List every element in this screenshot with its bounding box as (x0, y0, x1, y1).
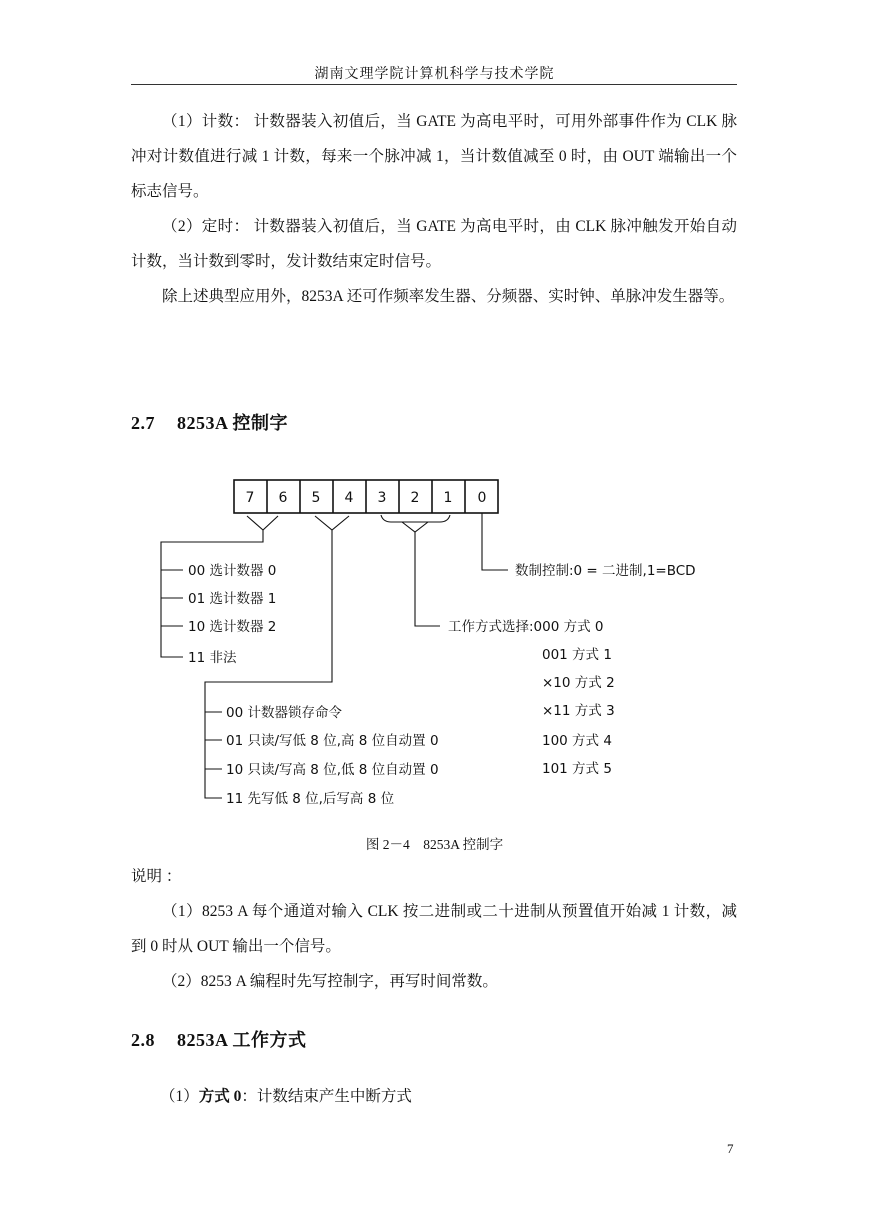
bit-3-label: 3 (377, 490, 387, 506)
counter-select-11: 11 非法 (188, 650, 237, 666)
page-header: 湖南文理学院计算机科学与技术学院 (314, 67, 555, 82)
notes-heading: 说明 ： (131, 868, 182, 885)
page-number: 7 (727, 1141, 734, 1156)
mode-select-label: 工作方式选择:000 方式 0 (448, 619, 604, 635)
counter-select-00: 00 选计数器 0 (188, 563, 277, 579)
mode-0-name: 方式 0 (198, 1088, 242, 1105)
paragraph-other-uses: 除上述典型应用外，8253A 还可作频率发生器、分频器、实时钟、单脉冲发生器等。 (162, 288, 735, 305)
section-title: 8253A 工作方式 (177, 1030, 307, 1050)
note-2: （2）8253 A 编程时先写控制字，再写时间常数。 (162, 973, 498, 990)
mode-bracket (381, 515, 450, 522)
note-1: （1）8253 A 每个通道对输入 CLK 按二进制或二十进制从预置值开始减 1 计数，减到 0 时从 OUT 输出一个信号。 (131, 903, 737, 955)
mode-4-label: 100 方式 4 (542, 733, 612, 749)
bit-5-label: 5 (311, 490, 321, 506)
sc-bracket (247, 516, 278, 530)
rw-mode-10: 10 只读/写高 8 位,低 8 位自动置 0 (226, 762, 439, 778)
mode-3-label: ×11 方式 3 (542, 703, 615, 719)
bit-7-label: 7 (245, 490, 255, 506)
figure-caption: 图 2－4 8253A 控制字 (365, 837, 504, 852)
mode-1-label: 001 方式 1 (542, 647, 612, 663)
rw-mode-01: 01 只读/写低 8 位,高 8 位自动置 0 (226, 733, 439, 749)
section-number: 2.7 (131, 413, 155, 433)
mode-0-line (160, 1079, 740, 1114)
rw-mode-00: 00 计数器锁存命令 (226, 705, 342, 721)
section-title: 8253A 控制字 (177, 413, 289, 433)
bcd-label: 数制控制:0 = 二进制,1=BCD (515, 563, 696, 579)
bit-4-label: 4 (344, 490, 354, 506)
mode-2-label: ×10 方式 2 (542, 675, 615, 691)
bit-2-label: 2 (410, 490, 420, 506)
bit-1-label: 1 (443, 490, 453, 506)
bcd-connector (482, 513, 508, 570)
rw-mode-11: 11 先写低 8 位,后写高 8 位 (226, 791, 395, 807)
mode-5-label: 101 方式 5 (542, 761, 612, 777)
mode-0-number: （1） (160, 1088, 199, 1105)
section-number: 2.8 (131, 1030, 155, 1050)
counter-select-01: 01 选计数器 1 (188, 591, 277, 607)
bit-6-label: 6 (278, 490, 288, 506)
rw-bracket (315, 516, 349, 530)
mode-connector (415, 532, 440, 626)
bit-box (234, 480, 498, 513)
paragraph-timing: （2）定时： 计数器装入初值后，当 GATE 为高电平时，由 CLK 脉冲触发开始自动计数，当计数到零时，发计数结束定时信号。 (131, 218, 737, 270)
mode-0-description: ：计数结束产生中断方式 (241, 1088, 412, 1105)
counter-select-10: 10 选计数器 2 (188, 619, 277, 635)
section-heading-2-8 (131, 1026, 307, 1052)
bit-0-label: 0 (477, 490, 487, 506)
paragraph-counting: （1）计数： 计数器装入初值后，当 GATE 为高电平时，可用外部事件作为 CLK 脉冲对计数值进行减 1 计数，每来一个脉冲减 1，当计数值减至 0 时，由 OUT 端输出一个标志信号。 (131, 113, 737, 200)
